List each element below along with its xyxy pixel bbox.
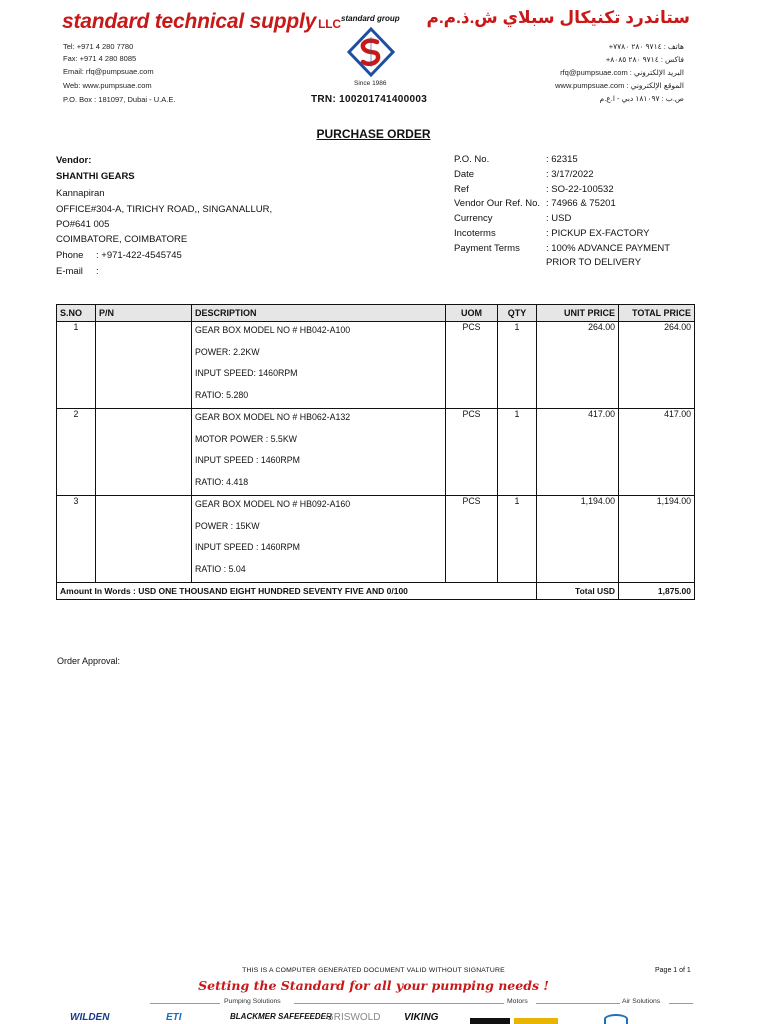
cell-unit-price: 1,194.00 (537, 496, 619, 583)
cell-qty: 1 (498, 322, 537, 409)
contact-web-ar: الموقع الإلكتروني : www.pumpsuae.com (555, 81, 684, 90)
description-line: GEAR BOX MODEL NO # HB042-A100 (195, 325, 351, 335)
brand-logo-wilden: WILDEN (70, 1012, 110, 1023)
total-value: 1,875.00 (619, 583, 695, 600)
cell-pn (96, 496, 192, 583)
description-line: MOTOR POWER : 5.5KW (195, 433, 297, 444)
contact-phone-ar: هاتف : ٩٧١٤ ٢٨٠ ٧٧٨٠+ (608, 42, 684, 51)
segment-divider (294, 1003, 504, 1004)
header-unit-price: UNIT PRICE (537, 305, 619, 322)
header-description: DESCRIPTION (192, 305, 446, 322)
header-uom: UOM (446, 305, 498, 322)
contact-email-ar: البريد الإلكتروني : rfq@pumpsuae.com (560, 68, 684, 77)
contact-pobox-en: P.O. Box : 181097, Dubai - U.A.E. (63, 95, 176, 104)
segment-divider (536, 1003, 604, 1004)
cell-uom: PCS (446, 409, 498, 496)
contact-web-en: Web: www.pumpsuae.com (63, 81, 152, 90)
cell-description (192, 496, 446, 583)
vendor-label: Vendor: (56, 155, 92, 166)
brand-logo-motor-1 (470, 1018, 510, 1024)
vendor-address-line2: PO#641 005 (56, 219, 110, 230)
po-date-label: Date (454, 169, 475, 180)
header-total-price: TOTAL PRICE (619, 305, 695, 322)
payment-terms-value-line2: PRIOR TO DELIVERY (546, 257, 642, 268)
brand-logo-eti: ETI (166, 1012, 182, 1023)
cell-total-price: 1,194.00 (619, 496, 695, 583)
description-line: GEAR BOX MODEL NO # HB062-A132 (195, 412, 351, 422)
table-row (57, 409, 695, 496)
cell-total-price: 264.00 (619, 322, 695, 409)
group-title: standard group (341, 14, 400, 23)
cell-qty: 1 (498, 496, 537, 583)
brand-logo-griswold: GRISWOLD (326, 1012, 381, 1023)
cell-qty: 1 (498, 409, 537, 496)
segment-divider (604, 1003, 620, 1004)
cell-uom: PCS (446, 322, 498, 409)
trn-number: TRN: 100201741400003 (311, 94, 428, 105)
vendor-email-label: E-mail (56, 266, 83, 277)
vendor-city: Kannapiran (56, 188, 105, 199)
po-number-label: P.O. No. (454, 154, 490, 165)
header-qty: QTY (498, 305, 537, 322)
page-number: Page 1 of 1 (655, 967, 691, 974)
description-line: RATIO : 5.04 (195, 563, 246, 574)
totals-row (57, 583, 695, 600)
description-line: POWER : 15KW (195, 520, 260, 531)
order-approval-label: Order Approval: (57, 656, 121, 666)
vendor-address-line3: COIMBATORE, COIMBATORE (56, 234, 188, 245)
items-table (56, 304, 695, 600)
cell-sno: 2 (57, 409, 96, 496)
table-header-row (57, 305, 695, 322)
payment-terms-label: Payment Terms (454, 243, 520, 254)
company-name-ar: ستاندرد تكنيكال سبلاي ش.ذ.م.م (426, 8, 690, 27)
cell-sno: 3 (57, 496, 96, 583)
cell-sno: 1 (57, 322, 96, 409)
table-row (57, 496, 695, 583)
brand-logo-motor-2 (514, 1018, 558, 1024)
brand-logo-air (604, 1014, 628, 1024)
cell-uom: PCS (446, 496, 498, 583)
vendor-ref-value: : 74966 & 75201 (546, 198, 616, 209)
description-line: INPUT SPEED : 1460RPM (195, 542, 300, 552)
po-date-value: : 3/17/2022 (546, 169, 594, 180)
cell-total-price: 417.00 (619, 409, 695, 496)
footer-slogan: Setting the Standard for all your pumping needs ! (198, 978, 549, 993)
description-line: RATIO: 4.418 (195, 476, 249, 487)
vendor-phone-label: Phone (56, 250, 84, 261)
cell-unit-price: 417.00 (537, 409, 619, 496)
incoterms-label: Incoterms (454, 228, 496, 239)
company-name-en: standard technical supply LLC (62, 10, 341, 33)
contact-fax-en: Fax: +971 4 280 8085 (63, 54, 137, 63)
description-line: GEAR BOX MODEL NO # HB092-A160 (195, 499, 351, 509)
vendor-ref-label: Vendor Our Ref. No. (454, 198, 541, 209)
cell-description (192, 409, 446, 496)
po-ref-label: Ref (454, 184, 469, 195)
po-ref-value: : SO-22-100532 (546, 184, 614, 195)
total-label: Total USD (537, 583, 619, 600)
amount-in-words: Amount In Words : USD ONE THOUSAND EIGHT HUNDRED SEVENTY FIVE AND 0/100 (57, 583, 537, 600)
company-logo-icon (347, 27, 395, 77)
payment-terms-value: : 100% ADVANCE PAYMENT (546, 243, 671, 254)
po-number-value: : 62315 (546, 154, 578, 165)
segment-pumping-label: Pumping Solutions (224, 998, 281, 1005)
vendor-email-value: : (96, 266, 99, 277)
cell-pn (96, 409, 192, 496)
document-title: PURCHASE ORDER (316, 127, 431, 141)
description-line: INPUT SPEED: 1460RPM (195, 368, 298, 378)
company-suffix: LLC (318, 17, 341, 31)
currency-label: Currency (454, 213, 493, 224)
description-line: INPUT SPEED : 1460RPM (195, 455, 300, 465)
contact-phone-en: Tel: +971 4 280 7780 (63, 42, 134, 51)
cell-pn (96, 322, 192, 409)
vendor-address-line1: OFFICE#304-A, TIRICHY ROAD,, SINGANALLUR, (56, 204, 273, 215)
vendor-phone-value: : +971-422-4545745 (96, 250, 182, 261)
incoterms-value: : PICKUP EX-FACTORY (546, 228, 650, 239)
description-line: POWER: 2.2KW (195, 346, 260, 357)
table-row (57, 322, 695, 409)
segment-divider (150, 1003, 220, 1004)
brand-logo-blackmer: BLACKMER SAFEFEEDER (230, 1012, 332, 1021)
vendor-name: SHANTHI GEARS (56, 171, 135, 182)
segment-divider (669, 1003, 693, 1004)
contact-pobox-ar: ص.ب : ١٨١٠٩٧ دبي - ا.ع.م (599, 94, 684, 103)
contact-email-en: Email: rfq@pumpsuae.com (63, 67, 154, 76)
segment-air-label: Air Solutions (622, 998, 661, 1005)
cell-description (192, 322, 446, 409)
currency-value: : USD (546, 213, 572, 224)
contact-fax-ar: فاكس : ٩٧١٤ ٢٨٠ ٨٠٨٥+ (605, 55, 684, 64)
header-pn: P/N (96, 305, 192, 322)
description-line: RATIO: 5.280 (195, 389, 249, 400)
since-label: Since 1986 (354, 80, 387, 87)
brand-logo-viking: VIKING (404, 1012, 439, 1023)
footer-note: THIS IS A COMPUTER GENERATED DOCUMENT VALID WITHOUT SIGNATURE (242, 967, 505, 974)
header-sno: S.NO (57, 305, 96, 322)
cell-unit-price: 264.00 (537, 322, 619, 409)
segment-motors-label: Motors (507, 998, 528, 1005)
